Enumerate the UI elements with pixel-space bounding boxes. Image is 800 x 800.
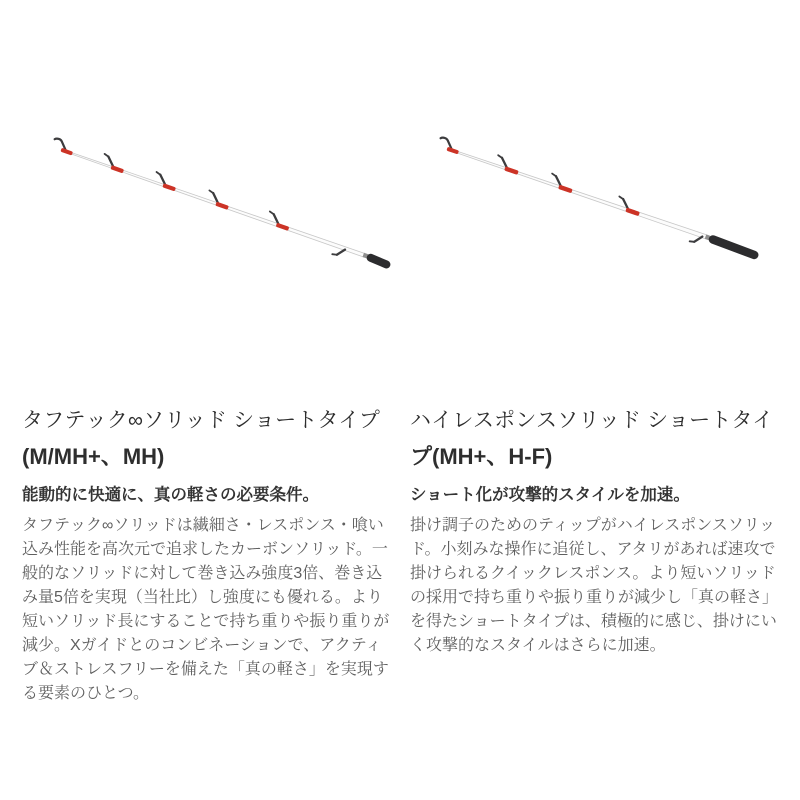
feature-high-response-solid — [410, 115, 782, 706]
feature-title-spec: プ(MH+、H-F) — [410, 444, 553, 469]
rod-image-high-response — [410, 115, 782, 403]
feature-title-text: タフテック∞ソリッド ショートタイプ — [22, 409, 381, 432]
feature-lead: 能動的に快適に、真の軽さの必要条件。 — [22, 486, 319, 504]
feature-taftec-solid — [22, 115, 390, 706]
rod-butt — [705, 237, 755, 255]
rod-blank — [61, 148, 364, 257]
rod-illustration-high-response-solid-icon — [410, 115, 790, 290]
feature-columns — [22, 115, 782, 706]
feature-body: 掛け調子のためのティップがハイレスポンスソリッド。小刻みな操作に追従し、アタリがあれば速攻で掛けられるクイックレスポンス。より短いソリッドの採用で持ち重りや振り重りが減少し「真の軽さ」を得たショートタイプは、積極的に感じ、掛けにいく攻撃的なスタイルはさらに加速。 — [410, 517, 779, 654]
feature-title-spec: (M/MH+、MH) — [22, 444, 165, 469]
feature-title — [410, 403, 782, 475]
feature-title — [22, 403, 390, 475]
rod-illustration-taftec-solid-icon — [22, 115, 394, 290]
rod-tip-guide-icon — [437, 137, 461, 155]
feature-body: タフテック∞ソリッドは繊細さ・レスポンス・喰い込み性能を高次元で追求したカーボンソリッド。一般的なソリッドに対して巻き込み強度3倍、巻き込み量5倍を実現（当社比）し強度にも優れる。より短いソリッド長にすることで持ち重りや振り重りが減少。Xガイドとのコンビネーションで、アクティブ＆ストレスフリーを備えた「真の軽さ」を実現する要素のひとつ。 — [22, 517, 390, 702]
rod-butt — [363, 255, 387, 265]
rod-blank — [447, 147, 709, 240]
rod-tip-guide-icon — [51, 138, 75, 156]
rod-image-taftec — [22, 115, 390, 403]
feature-lead: ショート化が攻撃的スタイルを加速。 — [410, 486, 690, 504]
feature-title-text: ハイレスポンスソリッド ショートタイ — [410, 409, 774, 432]
